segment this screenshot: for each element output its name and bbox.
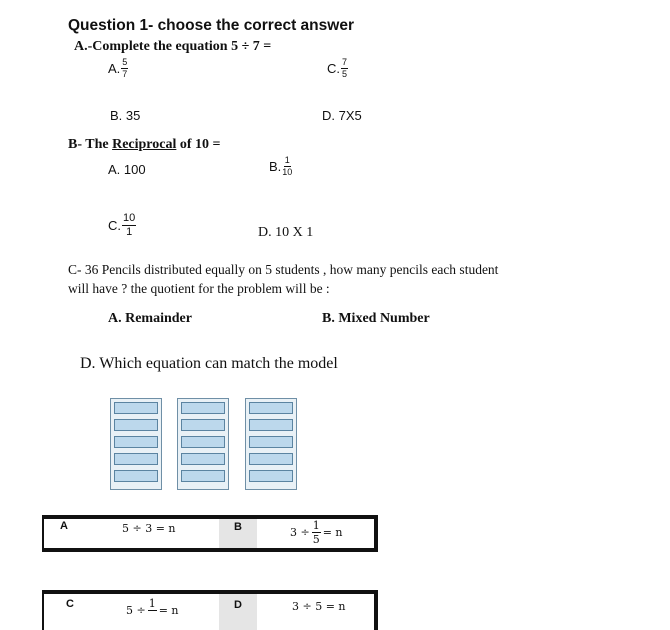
part-b-prompt: B- The Reciprocal of 10 = bbox=[68, 137, 221, 152]
model-bar bbox=[249, 419, 293, 431]
choice-b-letter[interactable]: B bbox=[219, 519, 257, 548]
fraction: 1 bbox=[148, 597, 156, 610]
model-bar bbox=[114, 419, 158, 431]
fraction: $\frac{5}{7}$ bbox=[122, 57, 128, 79]
model-bar bbox=[114, 436, 158, 448]
model-group bbox=[177, 398, 229, 490]
part-c-option-b[interactable]: B. Mixed Number bbox=[322, 311, 430, 326]
model-bar bbox=[114, 470, 158, 482]
part-a-option-c[interactable]: C. $\frac{7}{5}$ bbox=[327, 57, 348, 79]
model-bar bbox=[249, 453, 293, 465]
part-a-option-a[interactable]: A. $\frac{5}{7}$ bbox=[108, 57, 128, 79]
model-bar bbox=[181, 419, 225, 431]
part-b-option-c[interactable]: C. $\frac{10}{1}$ bbox=[108, 212, 136, 238]
choice-a-equation[interactable]: 5 ÷ 3 = n bbox=[122, 522, 176, 535]
question-title: Question 1- choose the correct answer bbox=[68, 17, 354, 34]
part-a-option-b[interactable]: B. 35 bbox=[110, 108, 141, 123]
fraction: $\frac{1}{10}$ bbox=[282, 155, 293, 177]
model-bar bbox=[249, 436, 293, 448]
choice-c-equation[interactable]: 5 ÷ 1 = n bbox=[126, 598, 179, 623]
part-d-prompt: D. Which equation can match the model bbox=[80, 355, 338, 372]
part-a-option-d[interactable]: D. 7X5 bbox=[322, 108, 362, 123]
model-bar bbox=[181, 402, 225, 414]
model-bar bbox=[249, 402, 293, 414]
choice-c-letter[interactable]: C bbox=[44, 594, 96, 630]
model-bar bbox=[181, 436, 225, 448]
model-group bbox=[110, 398, 162, 490]
model-group bbox=[245, 398, 297, 490]
model-bar bbox=[249, 470, 293, 482]
choice-d-letter[interactable]: D bbox=[219, 594, 257, 630]
answer-row-ab bbox=[42, 515, 378, 552]
part-c-option-a[interactable]: A. Remainder bbox=[108, 311, 192, 326]
choice-b-equation[interactable]: 3 ÷ $\frac{1}{5}$ = n bbox=[290, 519, 343, 546]
model-bar bbox=[181, 453, 225, 465]
choice-a-letter[interactable]: A bbox=[44, 519, 84, 533]
part-c-prompt-line-1: C- 36 Pencils distributed equally on 5 students , how many pencils each student bbox=[68, 262, 499, 277]
part-b-option-a[interactable]: A. 100 bbox=[108, 162, 146, 177]
part-b-option-d[interactable]: D. 10 X 1 bbox=[258, 225, 314, 240]
part-a-prompt: A.-Complete the equation 5 ÷ 7 = bbox=[74, 39, 272, 54]
part-b-option-b[interactable]: B. $\frac{1}{10}$ bbox=[269, 155, 293, 177]
model-bar bbox=[114, 402, 158, 414]
choice-d-equation[interactable]: 3 ÷ 5 = n bbox=[292, 600, 346, 613]
answer-row-cd bbox=[42, 590, 378, 630]
fraction: $\frac{1}{5}$ bbox=[312, 519, 320, 546]
fraction: $\frac{7}{5}$ bbox=[342, 57, 348, 79]
reciprocal-keyword: Reciprocal bbox=[112, 137, 177, 152]
part-c-prompt-line-2: will have ? the quotient for the problem will be : bbox=[68, 281, 330, 296]
model-bar bbox=[181, 470, 225, 482]
model-bar bbox=[114, 453, 158, 465]
fraction: $\frac{10}{1}$ bbox=[123, 212, 136, 238]
